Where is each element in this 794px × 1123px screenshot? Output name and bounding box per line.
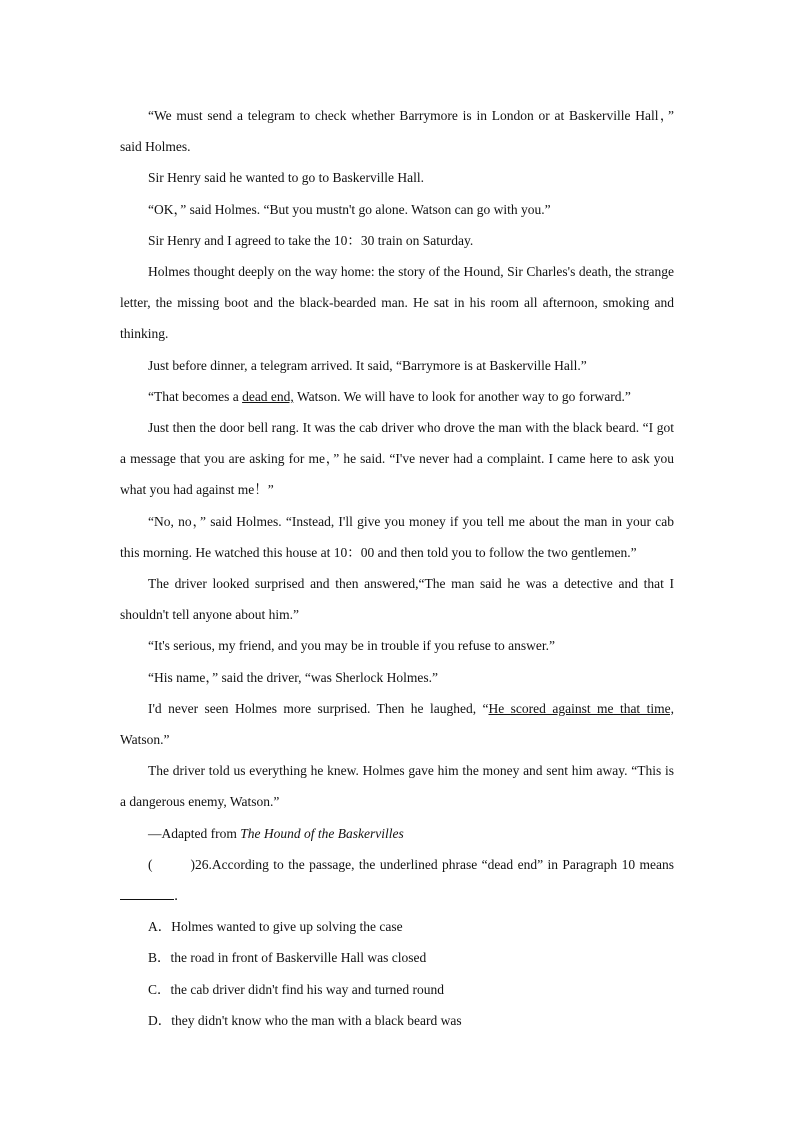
paragraph-14: The driver told us everything he knew. Holmes gave him the money and sent him away. “This is a dangerous enemy, Watson.” [120, 763, 674, 810]
paragraph-5: Holmes thought deeply on the way home: the story of the Hound, Sir Charles's death, the strange letter, the missing boot and the black-bearded man. He sat in his room all afternoon, smoking and thinking. [120, 264, 674, 342]
option-b[interactable] [120, 942, 674, 973]
paragraph-12: “His name，” said the driver, “was Sherlock Holmes.” [148, 669, 438, 685]
paragraph-9: “No, no，” said Holmes. “Instead, I'll give you money if you tell me about the man in your cab this morning. He watched this house at 10：00 and then told you to follow the two gentlemen.” [120, 513, 674, 560]
paragraph-13 [120, 693, 674, 755]
source-title: The Hound of the Baskervilles [240, 825, 404, 841]
option-text: the cab driver didn't find his way and turned round [170, 981, 445, 997]
option-text: they didn't know who the man with a black beard was [171, 1012, 462, 1028]
question-26 [120, 849, 674, 911]
paragraph-6: Just before dinner, a telegram arrived. It said, “Barrymore is at Baskerville Hall.” [148, 357, 587, 373]
paragraph-3: “OK，” said Holmes. “But you mustn't go alone. Watson can go with you.” [148, 201, 551, 217]
question-text: 26.According to the passage, the underlined phrase “dead end” in Paragraph 10 means [195, 856, 674, 872]
option-text: Holmes wanted to give up solving the case [171, 919, 403, 935]
answer-paren-open: ( [148, 856, 153, 872]
paragraph-7-text-after: Watson. We will have to look for another way to go forward.” [293, 388, 631, 404]
underlined-phrase-scored: He scored against me that time, [488, 700, 674, 716]
option-letter: B． [148, 950, 171, 966]
paragraph-10: The driver looked surprised and then answered,“The man said he was a detective and that I shouldn't tell anyone about him.” [120, 576, 674, 623]
option-a[interactable] [120, 911, 674, 942]
option-letter: A． [148, 919, 172, 935]
paragraph-1: “We must send a telegram to check whether Barrymore is in London or at Baskerville Hall，” said Holmes. [120, 108, 674, 155]
question-end-mark: ． [174, 888, 188, 904]
option-text: the road in front of Baskerville Hall was closed [170, 950, 427, 966]
paragraph-13-text-before: I'd never seen Holmes more surprised. Then he laughed, “ [148, 700, 489, 716]
source-attribution [120, 818, 674, 849]
option-c[interactable] [120, 974, 674, 1005]
paragraph-7-text-before: “That becomes a [148, 388, 243, 404]
paragraph-13-text-after: Watson.” [120, 732, 170, 748]
paragraph-4: Sir Henry and I agreed to take the 10：30 train on Saturday. [148, 232, 474, 248]
option-letter: C． [148, 981, 171, 997]
underlined-phrase-dead-end: dead end, [242, 388, 294, 404]
answer-paren-close: ) [190, 856, 195, 872]
source-prefix: —Adapted from [148, 825, 241, 841]
paragraph-2: Sir Henry said he wanted to go to Baskerville Hall. [148, 170, 424, 186]
option-letter: D． [148, 1012, 172, 1028]
document-page [120, 100, 674, 1036]
paragraph-7 [120, 381, 674, 412]
option-d[interactable] [120, 1005, 674, 1036]
answer-blank[interactable] [120, 885, 174, 900]
paragraph-11: “It's serious, my friend, and you may be in trouble if you refuse to answer.” [148, 638, 555, 654]
paragraph-8: Just then the door bell rang. It was the cab driver who drove the man with the black beard. “I got a message that you are asking for me，” he said. “I've never had a complaint. I came here to ask you what you had against me！” [120, 420, 674, 498]
